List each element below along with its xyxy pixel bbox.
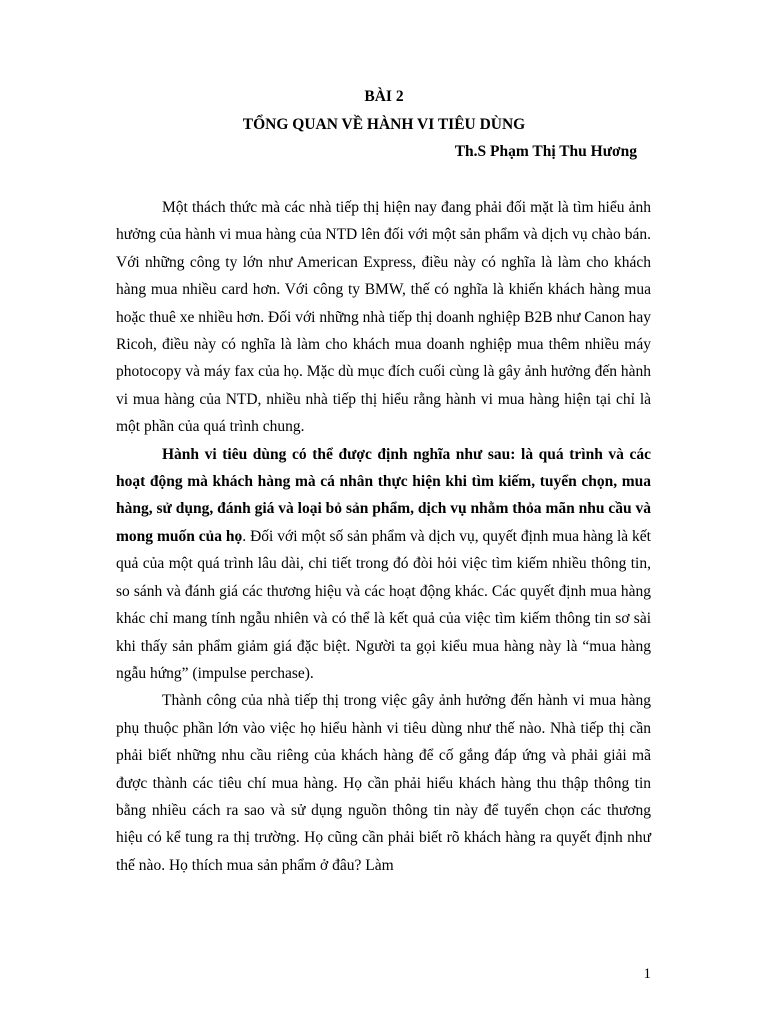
paragraph-1 <box>116 194 651 441</box>
author-name: Th.S Phạm Thị Thu Hương <box>454 143 637 160</box>
definition-text: Hành vi tiêu dùng có thể được định nghĩa như sau: là quá trình và các hoạt động mà khách hàng mà cá nhân thực hiện khi tìm kiếm, tuyển chọn, mua hàng, sử dụng, đánh giá và loại bỏ sản phẩm, dịch vụ nhằm thỏa mãn nhu cầu và mong muốn của họ <box>116 445 651 545</box>
paragraph-3-text: Thành công của nhà tiếp thị trong việc gây ảnh hưởng đến hành vi mua hàng phụ thuộc phần lớn vào việc họ hiểu hành vi tiêu dùng như thế nào. Nhà tiếp thị cần phải biết những nhu cầu riêng của khách hàng để cố gắng đáp ứng và phải giải mã được thành các tiêu chí mua hàng. Họ cần phải hiểu khách hàng thu thập thông tin bằng nhiều cách ra sao và sử dụng nguồn thông tin này để tuyển chọn các thương hiệu có kể tung ra thị trường. Họ cũng cần phải biết rõ khách hàng ra quyết định như thế nào. Họ thích mua sản phẩm ở đâu? Làm <box>116 692 651 874</box>
paragraph-2 <box>116 441 651 688</box>
document-body <box>116 194 651 879</box>
page-number: 1 <box>643 966 651 982</box>
paragraph-3 <box>116 687 651 879</box>
page-title: TỔNG QUAN VỀ HÀNH VI TIÊU DÙNG <box>242 116 526 133</box>
paragraph-2-text: . Đối với một số sản phẩm và dịch vụ, quyết định mua hàng là kết quả của một quá trình lâu dài, chi tiết trong đó đòi hỏi việc tìm kiếm nhiều thông tin, so sánh và đánh giá các thương hiệu và các hoạt động khác. Các quyết định mua hàng khác chỉ mang tính ngẫu nhiên và có thể là kết quả của việc tìm kiếm thông tin sơ sài khi thấy sản phẩm giảm giá đặc biệt. Người ta gọi kiểu mua hàng này là “mua hàng ngẫu hứng” (impulse perchase). <box>116 527 651 682</box>
lesson-label: BÀI 2 <box>364 88 404 105</box>
paragraph-1-text: Một thách thức mà các nhà tiếp thị hiện nay đang phải đối mặt là tìm hiểu ảnh hưởng của hành vi mua hàng của NTD lên đối với một sản phẩm và dịch vụ chào bán. Với những công ty lớn như American Express, điều này có nghĩa là làm cho khách hàng mua nhiều card hơn. Với công ty BMW, thế có nghĩa là khiến khách hàng mua hoặc thuê xe nhiều hơn. Đối với những nhà tiếp thị doanh nghiệp B2B như Canon hay Ricoh, điều này có nghĩa là làm cho khách mua doanh nghiệp mua thêm nhiều máy photocopy và máy fax của họ. Mặc dù mục đích cuối cùng là gây ảnh hưởng đến hành vi mua hàng của NTD, nhiều nhà tiếp thị hiểu rằng hành vi mua hàng hiện tại chỉ là một phần của quá trình chung. <box>116 199 651 436</box>
